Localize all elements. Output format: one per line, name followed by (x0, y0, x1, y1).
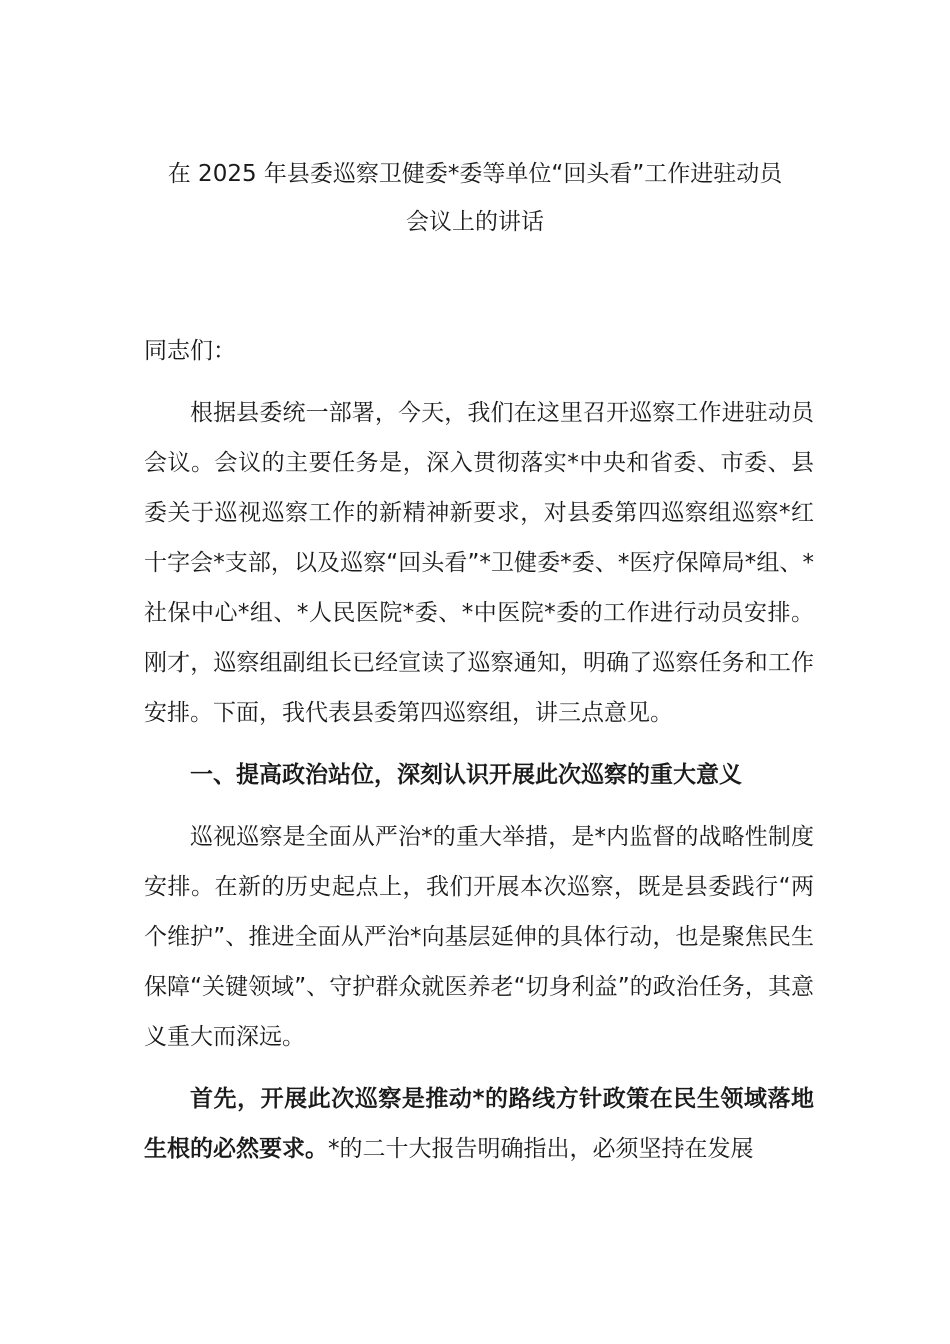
paragraph-significance: 巡视巡察是全面从严治*的重大举措，是*内监督的战略性制度安排。在新的历史起点上，我们开展本次巡察，既是县委践行“两个维护”、推进全面从严治*向基层延伸的具体行动，也是聚焦民生保障“关键领域”、守护群众就医养老“切身利益”的政治任务，其意义重大而深远。 (144, 824, 814, 1050)
paragraph-intro: 根据县委统一部署，今天，我们在这里召开巡察工作进驻动员会议。会议的主要任务是，深入贯彻落实*中央和省委、市委、县委关于巡视巡察工作的新精神新要求，对县委第四巡察组巡察*红十字会*支部，以及巡察“回头看”*卫健委*委、*医疗保障局*组、*社保中心*组、*人民医院*委、*中医院*委的工作进行动员安排。刚才，巡察组副组长已经宣读了巡察通知，明确了巡察任务和工作安排。下面，我代表县委第四巡察组，讲三点意见。 (144, 400, 814, 726)
document-body (144, 326, 814, 1186)
document-title (120, 150, 830, 246)
section-heading-1: 一、提高政治站位，深刻认识开展此次巡察的重大意义 (190, 762, 742, 788)
paragraph-first-point (144, 1074, 814, 1174)
title-line-1: 在 2025 年县委巡察卫健委*委等单位“回头看”工作进驻动员 (167, 161, 783, 187)
first-point-text: *的二十大报告明确指出，必须坚持在发展 (328, 1136, 754, 1162)
title-line-2: 会议上的讲话 (406, 209, 544, 235)
salutation: 同志们： (144, 338, 236, 364)
first-point-lead: 首先，开展此次巡察是推动*的路线方针政策在民生领域落地生根的必然要求。 (144, 1086, 814, 1162)
